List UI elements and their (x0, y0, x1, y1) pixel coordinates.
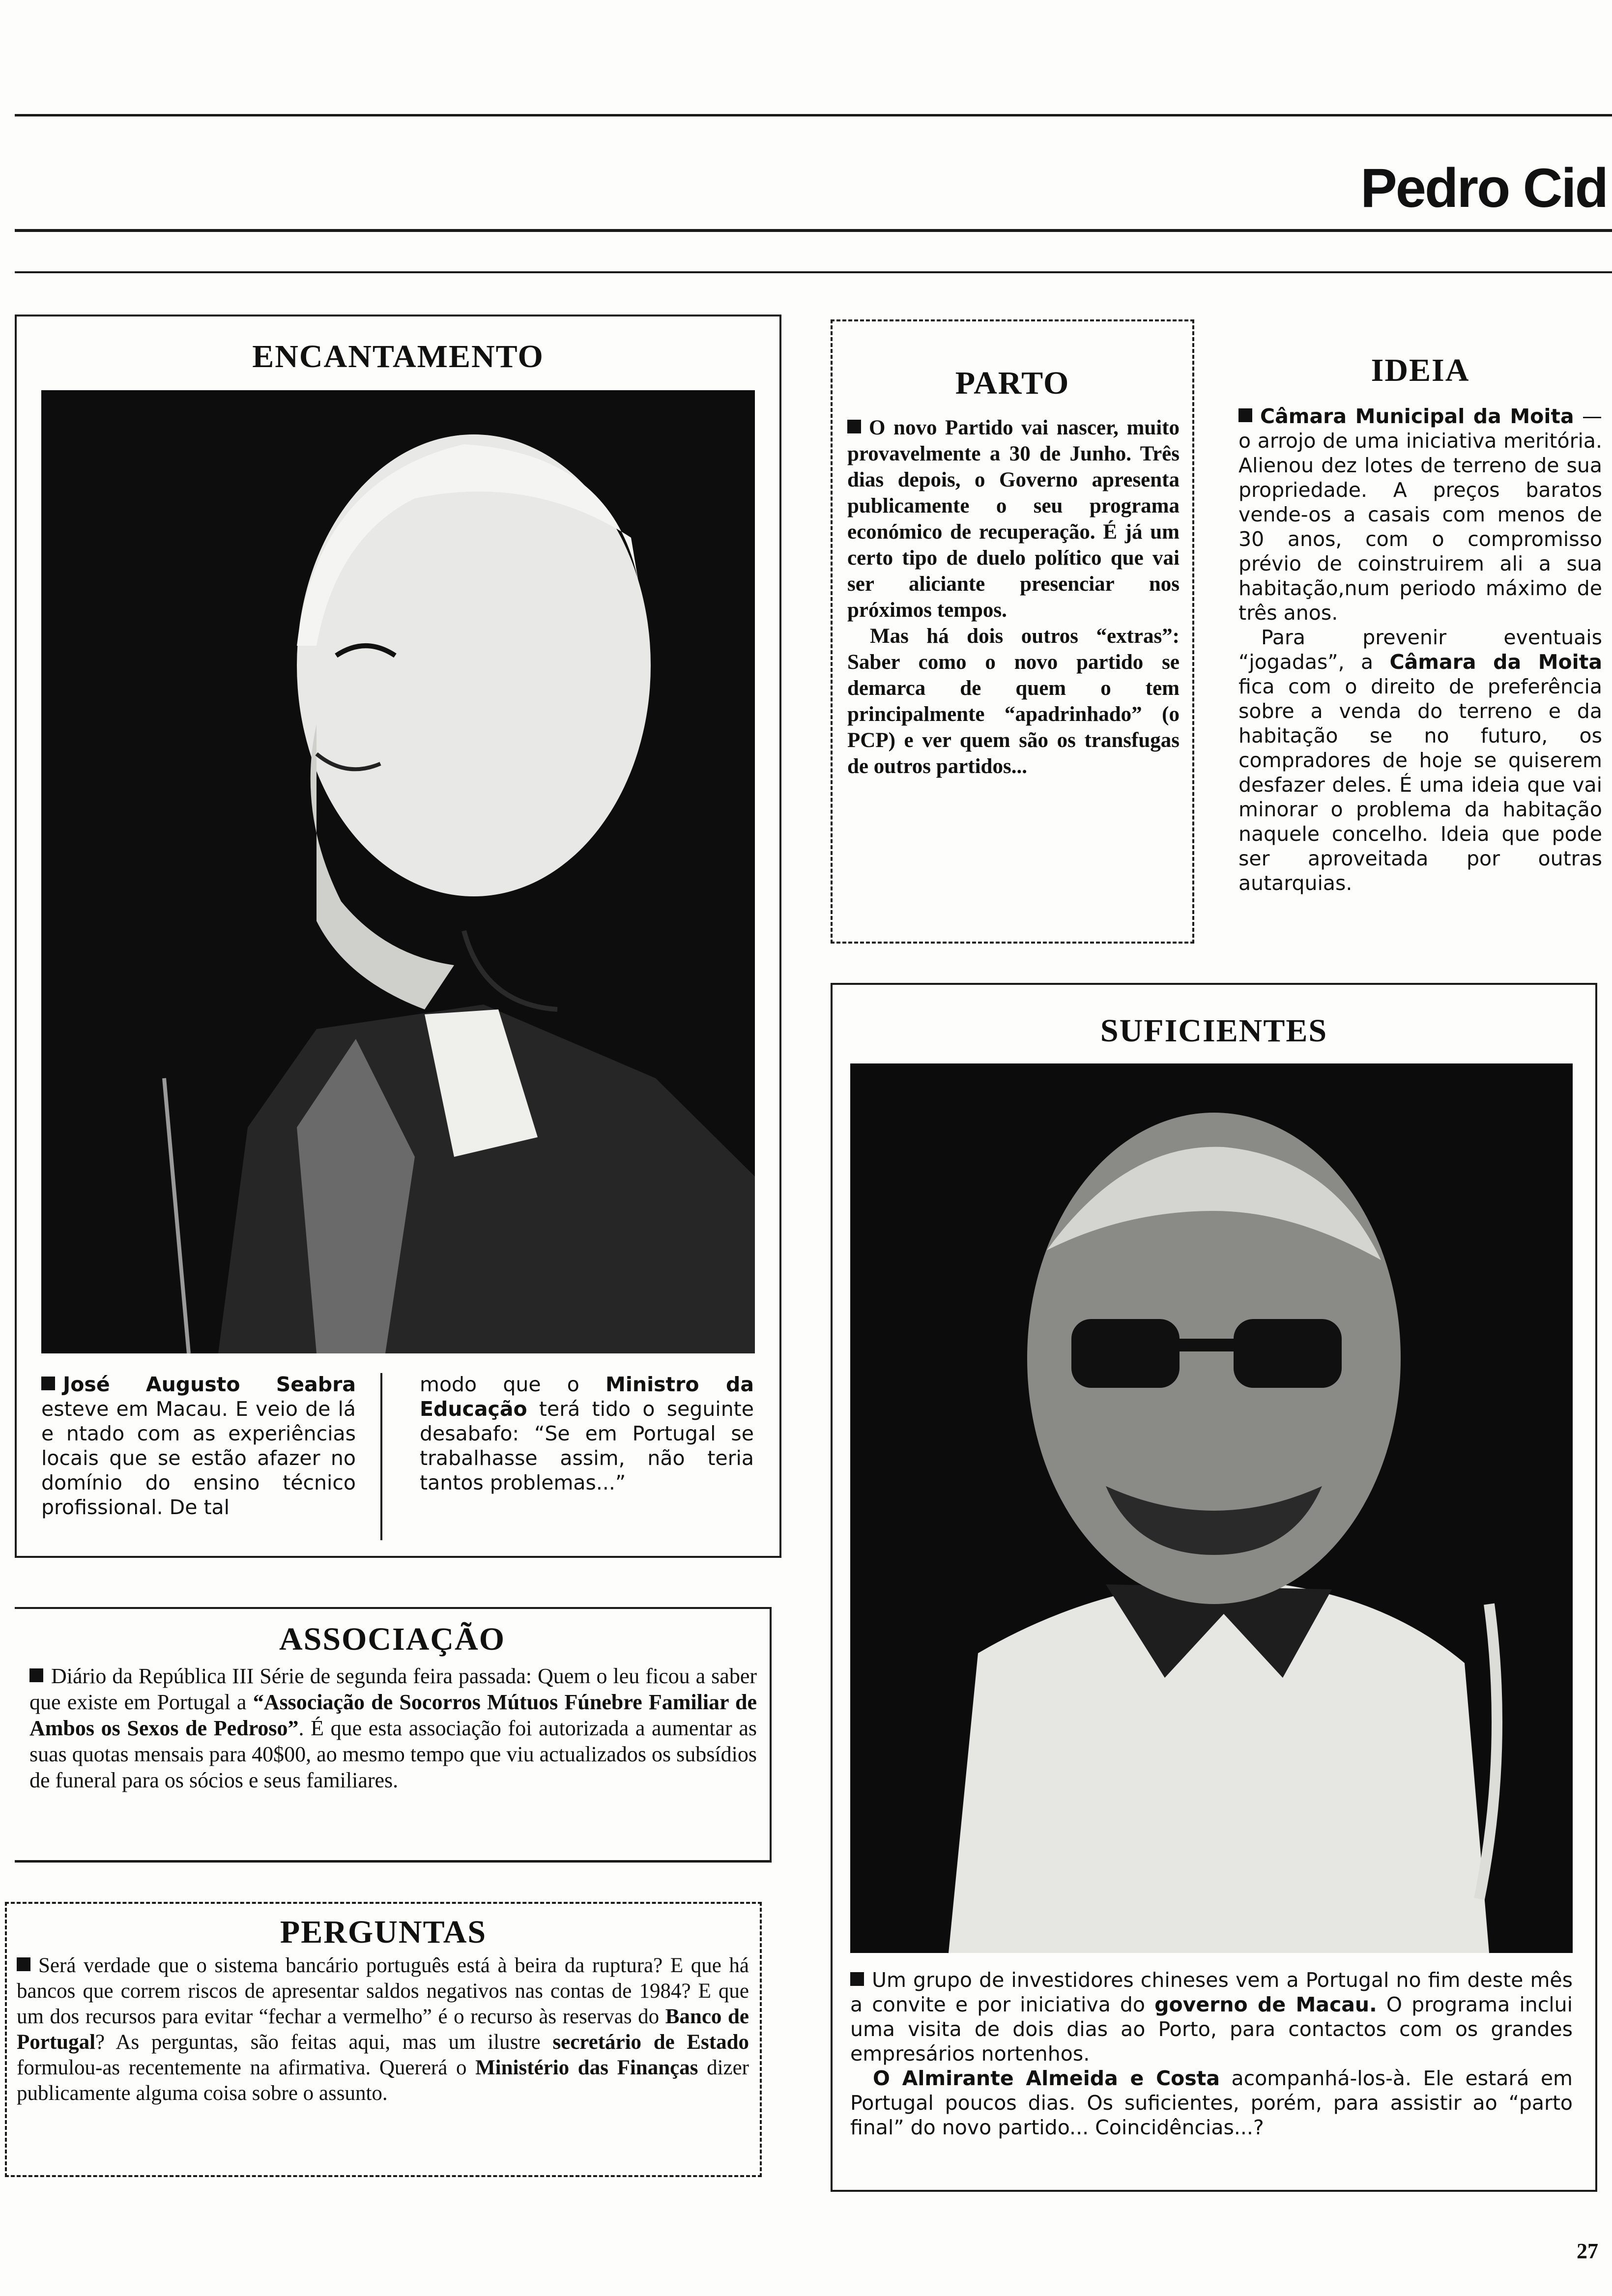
suficientes-p2-bold: O Almirante Almeida e Costa (873, 2066, 1220, 2090)
page-number: 27 (1577, 2239, 1598, 2263)
bullet-icon (850, 1972, 864, 1986)
parto-p1-c: vai nascer, muito provavelmente a 30 de Junho. Três dias depois, o Governo apresenta publicamente o seu programa económico de recuperação. É já um certo tipo de duelo político que vai ser aliciante presenciar nos próximos tempos. (847, 416, 1180, 622)
ideia-p2-pre: Para prevenir eventuais “jogadas”, a (1238, 626, 1602, 674)
perguntas-text-post: dizer publicamente alguma coisa sobre o assunto. (17, 2056, 749, 2105)
parto-p1-a: O (869, 416, 894, 439)
top-rule-1 (15, 114, 1612, 116)
top-rule-3 (15, 271, 1612, 273)
parto-p2-b: PCP (847, 729, 889, 752)
associacao-text (29, 1663, 757, 1793)
bullet-icon (29, 1668, 43, 1682)
perguntas-text (17, 1953, 749, 2106)
ideia-p1-rest: — o arrojo de uma iniciativa meritória. Alienou dez lotes de terreno de sua propriedade. A preços baratos vende-os a casais com menos de 30 anos, com o compromisso prévio de coinstruirem ali a sua habitação,num periodo máximo de três anos. (1238, 404, 1602, 625)
ideia-title: IDEIA (1371, 352, 1470, 388)
bullet-icon (1238, 408, 1252, 422)
ideia-p2-bold: Câmara da Moita (1389, 650, 1602, 674)
associacao-text-pre: Diário da República III Série de segunda feira passada: Quem o leu ficou a saber que existe em Portugal a (29, 1664, 757, 1714)
suficientes-p1-post: O programa inclui uma visita de dois dias ao Porto, para contactos com os grandes empresários nortenhos. (850, 1993, 1573, 2066)
author-name: Pedro Cid (1360, 157, 1607, 219)
encantamento-col1 (41, 1372, 356, 1520)
suficientes-p1-bold: governo de Macau. (1154, 1993, 1377, 2016)
ideia-block (1238, 324, 1602, 895)
associacao-text-bold: “Associação de Socorros Mútuos Fúnebre Familiar de Ambos os Sexos de Pedroso” (29, 1690, 757, 1740)
encantamento-col1-text: esteve em Macau. E veio de lá e ntado com as experiências locais que se estão afazer no domínio do ensino técnico profissional. De tal (41, 1397, 356, 1519)
perguntas-text-mid2: formulou-as recentemente na afirmativa. Quererá o (17, 2056, 476, 2079)
man-sunglasses-illustration (850, 1063, 1573, 1953)
perguntas-bold-2: secretário de Estado (552, 2031, 749, 2054)
bullet-icon (41, 1377, 55, 1390)
ideia-text (1238, 404, 1602, 895)
encantamento-col2-post: terá tido o seguinte desabafo: “Se em Portugal se trabalhasse assim, não teria tantos problemas...” (420, 1397, 754, 1494)
perguntas-title: PERGUNTAS (280, 1914, 487, 1950)
bullet-icon (17, 1957, 30, 1971)
suficientes-text (850, 1968, 1573, 2140)
parto-title: PARTO (955, 365, 1070, 401)
associacao-text-post: . É que esta associação foi autorizada a aumentar as suas quotas mensais para 40$00, ao mesmo tempo que viu actualizados os subsídios de funeral para os sócios e seus familiares. (29, 1716, 757, 1792)
encantamento-col-divider (380, 1373, 382, 1540)
ideia-p1-bold: Câmara Municipal da Moita (1260, 404, 1574, 428)
encantamento-col2-pre: modo que o (420, 1373, 606, 1396)
perguntas-text-pre: Será verdade que o sistema bancário português está à beira da ruptura? E que há bancos que correm riscos de apresentar saldos negativos nas contas de 1984? E que um dos recursos para evitar “fechar a vermelho” é o recurso às reservas do (17, 1954, 749, 2028)
parto-p2-c: ) e ver quem são os transfugas de outros partidos... (847, 729, 1180, 778)
parto-p1-b: novo Partido (893, 416, 1013, 439)
perguntas-text-mid: ? As perguntas, são feitas aqui, mas um ilustre (95, 2031, 553, 2054)
perguntas-bold-1: Banco de Portugal (17, 2005, 749, 2054)
encantamento-col2 (420, 1372, 754, 1495)
ideia-p2-rest: fica com o direito de preferência sobre a venda do terreno e da habitação se no futuro, os compradores de hoje se quiserem desfazer deles. É uma ideia que vai minorar o problema da habitação naquele concelho. Ideia que pode ser aproveitada por outras autarquias. (1238, 675, 1602, 895)
portrait-man-illustration (41, 390, 755, 1353)
suficientes-photo (850, 1063, 1573, 1953)
suficientes-p2-post: acompanhá-los-à. Ele estará em Portugal poucos dias. Os suficientes, porém, para assistir ao “parto final” do novo partido... Coincidências...? (850, 2066, 1573, 2139)
perguntas-box (5, 1902, 762, 2177)
suficientes-box (831, 983, 1597, 2192)
associacao-title: ASSOCIAÇÃO (279, 1621, 506, 1657)
associacao-box (15, 1607, 772, 1863)
parto-p2-a: Mas há dois outros “extras”: Saber como o novo partido se demarca de quem o tem principalmente “apadrinhado” (o (847, 625, 1180, 726)
encantamento-photo (41, 390, 755, 1353)
parto-text (847, 415, 1180, 779)
suficientes-title: SUFICIENTES (1100, 1013, 1328, 1049)
encantamento-col2-bold: Ministro da Educação (420, 1373, 754, 1421)
encantamento-title: ENCANTAMENTO (252, 339, 544, 374)
top-rule-2 (15, 229, 1612, 232)
encantamento-lead-name: José Augusto Seabra (63, 1373, 356, 1396)
parto-box (831, 319, 1194, 944)
suficientes-p1-pre: Um grupo de investidores chineses vem a Portugal no fim deste mês a convite e por iniciativa do (850, 1968, 1573, 2016)
perguntas-bold-3: Ministério das Finanças (475, 2056, 698, 2079)
encantamento-box (15, 315, 781, 1558)
bullet-icon (847, 420, 861, 433)
